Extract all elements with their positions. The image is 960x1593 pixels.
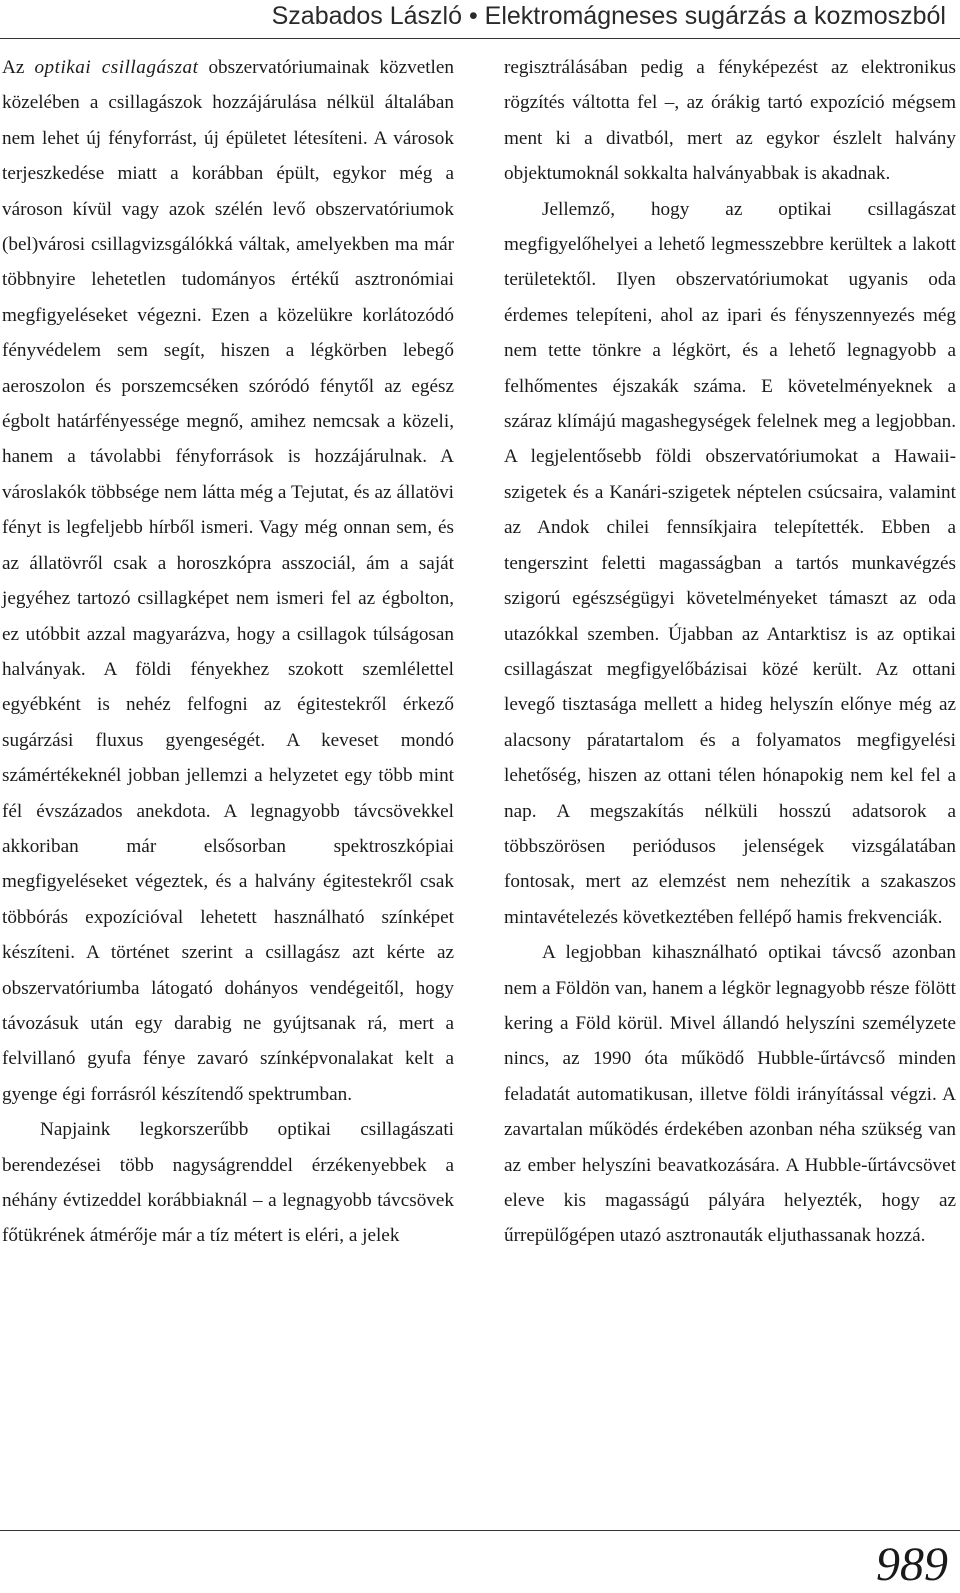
right-paragraph-1: regisztrálásában pedig a fényképezést az elektronikus rögzítés váltotta fel –, az órákig tartó expozíció mégsem ment ki a divatból, mert az egykor észlelt halvány objektumoknál sokkalta halványabbak is akadnak. [504, 57, 956, 185]
emphasized-term: optikai csillagászat [34, 57, 199, 78]
page-number: 989 [876, 1538, 948, 1591]
left-paragraph-2: Napjaink legkorszerűbb optikai csillagászati berendezései több nagyságrenddel érzékenyebbek a néhány évtizeddel korábbiaknál – a legnagyobb távcsövek főtükrének átmérője már a tíz métert is eléri, a jelek [2, 1119, 454, 1247]
left-column [2, 50, 454, 1254]
paragraph-lead: Az [2, 57, 35, 78]
paragraph-body: obszervatóriumainak közvetlen közelében a csillagászok hozzájárulása nélkül általában nem lehet új fényforrást, új épületet létesíteni. A városok terjeszkedése miatt a korábban épült, egykor még a városon kívül vagy azok szélén levő obszervatóriumok (bel)városi csillagvizsgálókká váltak, amelyekben ma már többnyire lehetetlen tudományos értékű asztronómiai megfigyeléseket végezni. Ezen a közelükre korlátozódó fényvédelem sem segít, hiszen a légkörben lebegő aeroszolon és porszemcséken szóródó fénytől az egész égbolt határfényessége megnő, amihez nemcsak a közeli, hanem a távolabbi fényforrások is hozzájárulnak. A városlakók többsége nem látta még a Tejutat, és az állatövi fényt is legfeljebb hírből ismeri. Vagy még onnan sem, és az állatövről csak a horoszkópra asszociál, ám a saját jegyéhez tartozó csillagképet nem ismeri fel az égbolton, ez utóbbit azzal magyarázva, hogy a csillagok túlságosan halványak. A földi fényekhez szokott szemlélettel egyébként is nehéz felfogni az égitestekről érkező sugárzási fluxus gyengeségét. A keveset mondó számértékeknél jobban jellemzi a helyzetet egy több mint fél évszázados anekdota. A legnagyobb távcsövekkel akkoriban már elsősorban spektroszkópiai megfigyeléseket végeztek, és a halvány égitestekről csak többórás expozícióval lehetett használható színképet készíteni. A történet szerint a csillagász azt kérte az obszervatóriumba látogató dohányos vendégeitől, hogy távozásuk után egy darabig ne gyújtsanak rá, mert a felvillanó gyufa fénye zavaró színképvonalakat kelt a gyenge égi forrásról készítendő spektrumban. [2, 57, 455, 1105]
footer-rule [0, 1530, 960, 1531]
running-header: Szabados László • Elektromágneses sugárzás a kozmoszból [271, 2, 946, 30]
right-paragraph-2: Jellemző, hogy az optikai csillagászat megfigyelőhelyei a lehető legmesszebbre kerültek a lakott területektől. Ilyen obszervatóriumokat ugyanis oda érdemes telepíteni, ahol az ipari és fényszennyezés még nem tette tönkre a légkört, és a lehető legnagyobb a felhőmentes éjszakák száma. E követelményeknek a száraz klímájú magashegységek felelnek meg a legjobban. A legjelentősebb földi obszervatóriumokat a Hawaii-szigetek és a Kanári-szigetek néptelen csúcsaira, valamint az Andok chilei fennsíkjaira telepítették. Ebben a tengerszint feletti magasságban a tartós munkavégzés szigorú egészségügyi követelményeket támaszt az oda utazókkal szemben. Újabban az Antarktisz is az optikai csillagászat megfigyelőbázisai közé került. Az ottani levegő tisztasága mellett a hideg helyszín előnye még az alacsony páratartalom és a folyamatos megfigyelési lehetőség, hiszen az ottani télen hónapokig nem kel fel a nap. A megszakítás nélküli hosszú adatsorok a többszörösen periódusos jelenségek vizsgálatában fontosak, mert az elemzést nem nehezítik a szakaszos mintavételezés következtében fellépő hamis frekvenciák. [504, 198, 956, 928]
right-column [504, 50, 956, 1254]
left-paragraph-1 [2, 50, 454, 1112]
header-rule [0, 38, 960, 39]
right-paragraph-3: A legjobban kihasználható optikai távcső azonban nem a Földön van, hanem a légkör legnagyobb része fölött kering a Föld körül. Mivel állandó helyszíni személyzete nincs, az 1990 óta működő Hubble-űrtávcső minden feladatát automatikusan, illetve földi irányítással végzi. A zavartalan működés érdekében azonban néha szükség van az ember helyszíni beavatkozására. A Hubble-űrtávcsövet eleve kis magasságú pályára helyezték, hogy az űrrepülőgépen utazó asztronauták eljuthassanak hozzá. [504, 942, 956, 1247]
